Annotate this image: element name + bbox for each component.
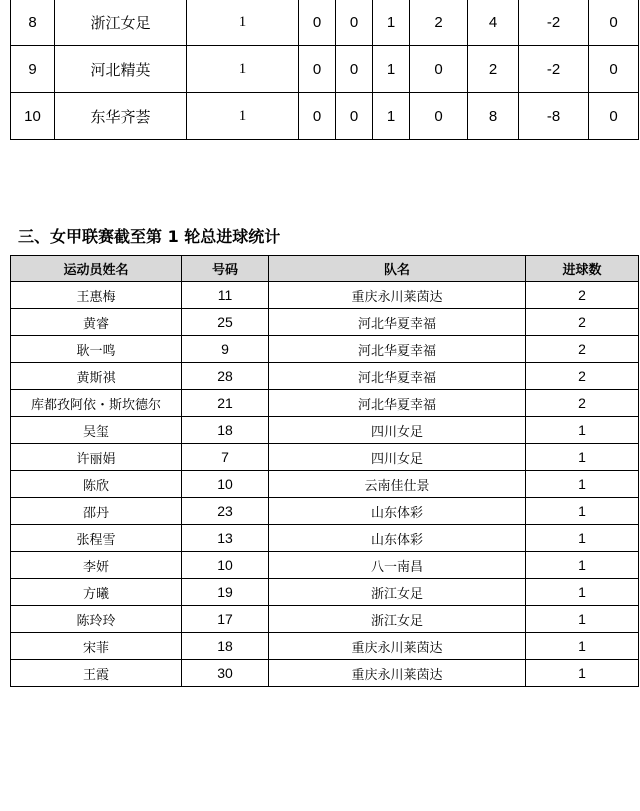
player-name-cell: 李妍	[11, 552, 182, 579]
table-row	[11, 336, 639, 363]
table-row	[11, 579, 639, 606]
loss-cell: 1	[373, 46, 410, 93]
goal-count-cell: 2	[526, 390, 639, 417]
table-row	[11, 552, 639, 579]
player-name-cell: 王惠梅	[11, 282, 182, 309]
table-row	[11, 660, 639, 687]
goal-count-cell: 1	[526, 606, 639, 633]
player-name-cell: 库都孜阿依・斯坎德尔	[11, 390, 182, 417]
player-name-cell: 宋菲	[11, 633, 182, 660]
header-number: 号码	[182, 256, 269, 282]
header-row	[11, 256, 639, 282]
table-row	[11, 46, 639, 93]
loss-cell: 1	[373, 93, 410, 140]
goal-count-cell: 2	[526, 282, 639, 309]
player-name-cell: 黄斯祺	[11, 363, 182, 390]
goal-count-cell: 1	[526, 660, 639, 687]
goal-count-cell: 1	[526, 633, 639, 660]
shirt-number-cell: 30	[182, 660, 269, 687]
win-cell: 0	[299, 0, 336, 46]
team-cell: 东华齐荟	[55, 93, 187, 140]
shirt-number-cell: 18	[182, 633, 269, 660]
shirt-number-cell: 7	[182, 444, 269, 471]
rank-cell: 9	[11, 46, 55, 93]
goal-count-cell: 1	[526, 444, 639, 471]
win-cell: 0	[299, 93, 336, 140]
shirt-number-cell: 10	[182, 552, 269, 579]
team-name-cell: 河北华夏幸福	[269, 309, 526, 336]
table-row	[11, 444, 639, 471]
table-row	[11, 282, 639, 309]
team-name-cell: 八一南昌	[269, 552, 526, 579]
player-name-cell: 方曦	[11, 579, 182, 606]
team-name-cell: 重庆永川莱茵达	[269, 282, 526, 309]
table-row	[11, 471, 639, 498]
player-name-cell: 邵丹	[11, 498, 182, 525]
scorers-body	[11, 282, 639, 687]
team-name-cell: 河北华夏幸福	[269, 363, 526, 390]
section-title: 三、女甲联赛截至第 1 轮总进球统计	[18, 227, 281, 246]
goal-diff-cell: -8	[519, 93, 589, 140]
team-name-cell: 四川女足	[269, 417, 526, 444]
table-row	[11, 417, 639, 444]
team-cell: 河北精英	[55, 46, 187, 93]
goal-diff-cell: -2	[519, 0, 589, 46]
table-row	[11, 525, 639, 552]
points-cell: 0	[589, 93, 639, 140]
header-name: 运动员姓名	[11, 256, 182, 282]
shirt-number-cell: 19	[182, 579, 269, 606]
goal-count-cell: 1	[526, 417, 639, 444]
player-name-cell: 张程雪	[11, 525, 182, 552]
table-row	[11, 390, 639, 417]
shirt-number-cell: 28	[182, 363, 269, 390]
shirt-number-cell: 9	[182, 336, 269, 363]
player-name-cell: 陈欣	[11, 471, 182, 498]
header-team: 队名	[269, 256, 526, 282]
goals-for-cell: 2	[410, 0, 468, 46]
team-name-cell: 浙江女足	[269, 606, 526, 633]
goal-count-cell: 1	[526, 579, 639, 606]
team-name-cell: 河北华夏幸福	[269, 336, 526, 363]
table-row	[11, 0, 639, 46]
team-cell: 浙江女足	[55, 0, 187, 46]
shirt-number-cell: 17	[182, 606, 269, 633]
shirt-number-cell: 18	[182, 417, 269, 444]
table-row	[11, 309, 639, 336]
team-name-cell: 山东体彩	[269, 498, 526, 525]
shirt-number-cell: 13	[182, 525, 269, 552]
goal-diff-cell: -2	[519, 46, 589, 93]
shirt-number-cell: 23	[182, 498, 269, 525]
goal-count-cell: 1	[526, 498, 639, 525]
points-cell: 0	[589, 46, 639, 93]
player-name-cell: 王霞	[11, 660, 182, 687]
goal-count-cell: 2	[526, 336, 639, 363]
goal-count-cell: 1	[526, 525, 639, 552]
table-row	[11, 606, 639, 633]
goals-for-cell: 0	[410, 93, 468, 140]
shirt-number-cell: 25	[182, 309, 269, 336]
shirt-number-cell: 10	[182, 471, 269, 498]
played-cell: 1	[187, 46, 299, 93]
team-name-cell: 山东体彩	[269, 525, 526, 552]
table-row	[11, 633, 639, 660]
rank-cell: 8	[11, 0, 55, 46]
scorers-table	[10, 255, 639, 687]
player-name-cell: 许丽娟	[11, 444, 182, 471]
shirt-number-cell: 11	[182, 282, 269, 309]
player-name-cell: 吴玺	[11, 417, 182, 444]
team-name-cell: 云南佳仕景	[269, 471, 526, 498]
team-name-cell: 四川女足	[269, 444, 526, 471]
goals-against-cell: 8	[468, 93, 519, 140]
header-goals: 进球数	[526, 256, 639, 282]
goal-count-cell: 2	[526, 309, 639, 336]
goals-for-cell: 0	[410, 46, 468, 93]
shirt-number-cell: 21	[182, 390, 269, 417]
standings-table	[10, 0, 639, 140]
goal-count-cell: 1	[526, 552, 639, 579]
team-name-cell: 河北华夏幸福	[269, 390, 526, 417]
loss-cell: 1	[373, 0, 410, 46]
table-row	[11, 363, 639, 390]
played-cell: 1	[187, 93, 299, 140]
table-row	[11, 498, 639, 525]
table-row	[11, 93, 639, 140]
win-cell: 0	[299, 46, 336, 93]
points-cell: 0	[589, 0, 639, 46]
draw-cell: 0	[336, 46, 373, 93]
team-name-cell: 浙江女足	[269, 579, 526, 606]
draw-cell: 0	[336, 0, 373, 46]
player-name-cell: 黄睿	[11, 309, 182, 336]
team-name-cell: 重庆永川莱茵达	[269, 633, 526, 660]
goals-against-cell: 4	[468, 0, 519, 46]
goal-count-cell: 2	[526, 363, 639, 390]
draw-cell: 0	[336, 93, 373, 140]
goals-against-cell: 2	[468, 46, 519, 93]
goal-count-cell: 1	[526, 471, 639, 498]
player-name-cell: 耿一鸣	[11, 336, 182, 363]
player-name-cell: 陈玲玲	[11, 606, 182, 633]
played-cell: 1	[187, 0, 299, 46]
rank-cell: 10	[11, 93, 55, 140]
team-name-cell: 重庆永川莱茵达	[269, 660, 526, 687]
